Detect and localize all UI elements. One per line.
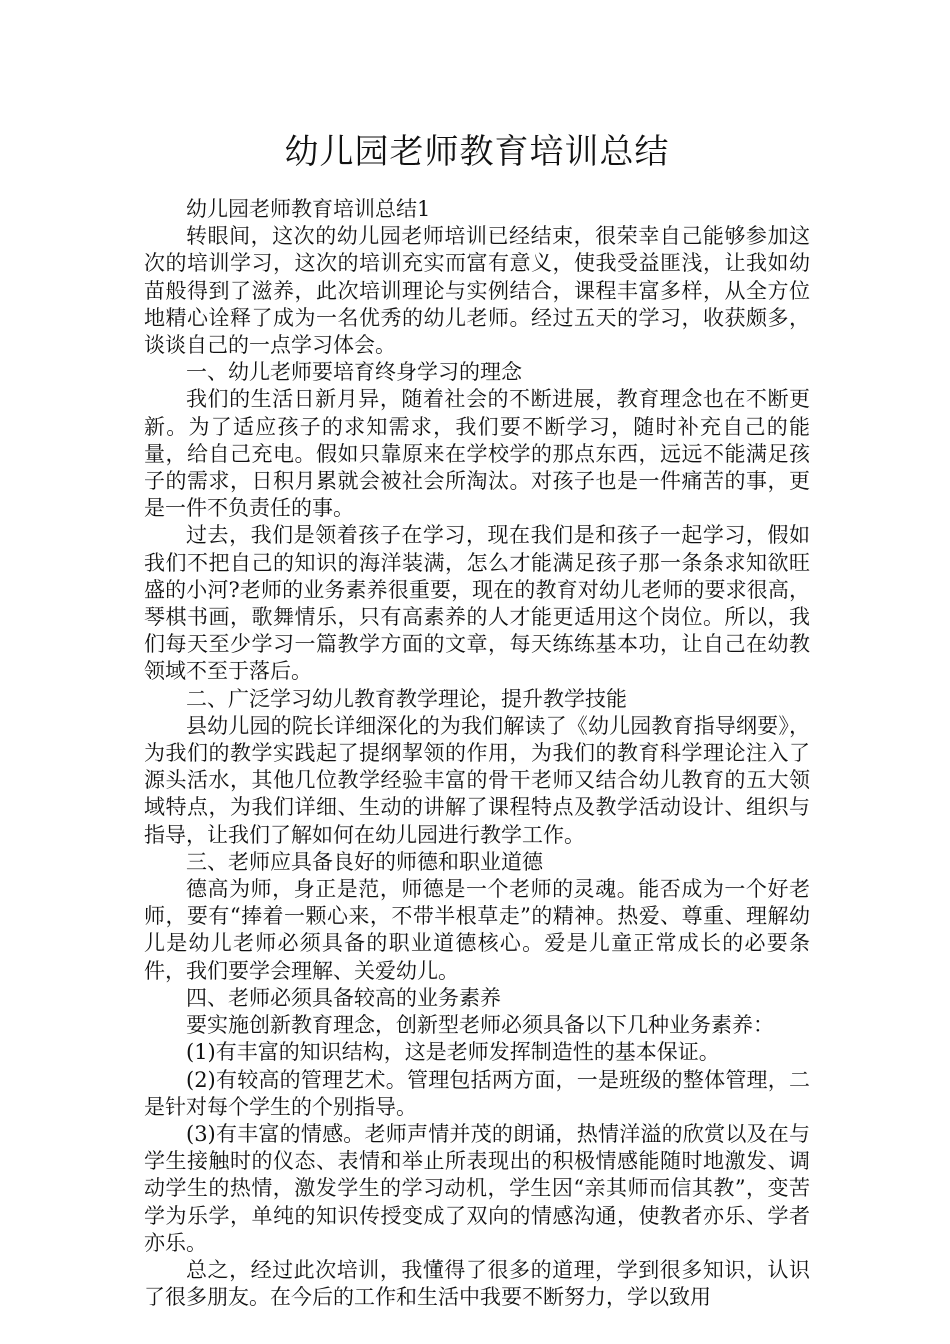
body-paragraph: 德高为师，身正是范，师德是一个老师的灵魂。能否成为一个好老师，要有“捧着一颗心来，不带半根草走”的精神。热爱、尊重、理解幼儿是幼儿老师必须具备的职业道德核心。爱是儿童正常成长的必要条件，我们要学会理解、关爱幼儿。 [144,877,810,983]
section-heading-1: 一、幼儿老师要培育终身学习的理念 [186,360,522,385]
list-item: (2)有较高的管理艺术。管理包括两方面，一是班级的整体管理，二是针对每个学生的个别指导。 [144,1067,810,1119]
body-paragraph: 过去，我们是领着孩子在学习，现在我们是和孩子一起学习，假如我们不把自己的知识的海洋装满，怎么才能满足孩子那一条条求知欲旺盛的小河?老师的业务素养很重要，现在的教育对幼儿老师的要求很高，琴棋书画，歌舞情乐，只有高素养的人才能更适用这个岗位。所以，我们每天至少学习一篇教学方面的文章，每天练练基本功，让自己在幼教领域不至于落后。 [144,523,810,684]
subtitle-paragraph: 幼儿园老师教育培训总结1 [186,197,431,221]
document-page [144,128,810,1311]
body-paragraph: 要实施创新教育理念，创新型老师必须具备以下几种业务素养： [186,1013,774,1038]
body-paragraph: 我们的生活日新月异，随着社会的不断进展，教育理念也在不断更新。为了适应孩子的求知需求，我们要不断学习，随时补充自己的能量，给自己充电。假如只靠原来在学校学的那点东西，远远不能满足孩子的需求，日积月累就会被社会所淘汰。对孩子也是一件痛苦的事，更是一件不负责任的事。 [144,387,810,521]
section-heading-4: 四、老师必须具备较高的业务素养 [186,985,501,1010]
section-heading-2: 二、广泛学习幼儿教育教学理论，提升教学技能 [186,686,627,711]
conclusion-paragraph: 总之，经过此次培训，我懂得了很多的道理，学到很多知识，认识了很多朋友。在今后的工作和生活中我要不断努力，学以致用 [144,1257,810,1310]
list-item: (1)有丰富的知识结构，这是老师发挥制造性的基本保证。 [186,1040,720,1065]
body-paragraph: 县幼儿园的院长详细深化的为我们解读了《幼儿园教育指导纲要》，为我们的教学实践起了提纲挈领的作用，为我们的教育科学理论注入了源头活水，其他几位教学经验丰富的骨干老师又结合幼儿教育的五大领域特点，为我们详细、生动的讲解了课程特点及教学活动设计、组织与指导，让我们了解如何在幼儿园进行教学工作。 [144,713,810,847]
section-heading-3: 三、老师应具备良好的师德和职业道德 [186,849,543,874]
list-item: (3)有丰富的情感。老师声情并茂的朗诵，热情洋溢的欣赏以及在与学生接触时的仪态、表情和举止所表现出的积极情感能随时地激发、调动学生的热情，激发学生的学习动机，学生因“亲其师而信其教”，变苦学为乐学，单纯的知识传授变成了双向的情感沟通，使教者亦乐、学者亦乐。 [144,1121,810,1255]
document-title: 幼儿园老师教育培训总结 [284,132,670,172]
intro-paragraph: 转眼间，这次的幼儿园老师培训已经结束，很荣幸自己能够参加这次的培训学习，这次的培训充实而富有意义，使我受益匪浅，让我如幼苗般得到了滋养，此次培训理论与实例结合，课程丰富多样，从全方位地精心诠释了成为一名优秀的幼儿老师。经过五天的学习，收获颇多，谈谈自己的一点学习体会。 [144,224,810,358]
